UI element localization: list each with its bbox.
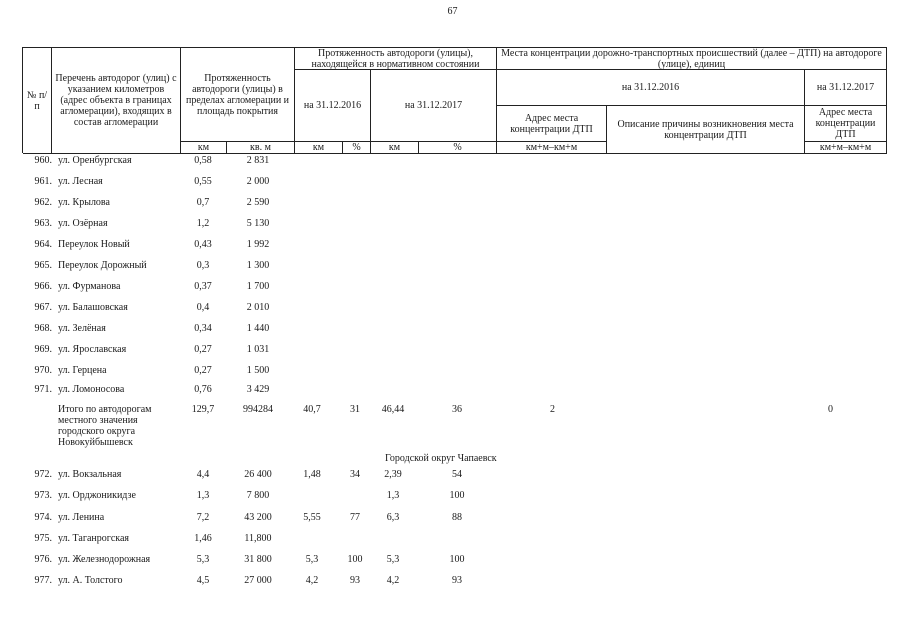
area-sqm: 3 429 [246,384,270,395]
normative-2016-km: 1,48 [303,469,321,480]
length-km: 0,7 [196,197,210,208]
normative-2017-km: 4,2 [386,575,400,586]
section-title: Городской округ Чапаевск [385,453,497,464]
normative-2016-pct: 93 [350,575,360,586]
length-km: 0,27 [194,365,212,376]
length-km: 5,3 [196,554,210,565]
header-normative-2016: на 31.12.2016 [295,70,371,142]
table-row [0,239,905,260]
area-sqm: 11,800 [244,533,272,544]
area-sqm: 2 000 [246,176,270,187]
length-km: 0,58 [194,155,212,166]
normative-2016-pct: 77 [350,512,360,523]
table-row [0,344,905,365]
row-number: 969. [34,344,52,355]
row-number: 964. [34,239,52,250]
normative-2017-km: 6,3 [386,512,400,523]
length-km: 0,34 [194,323,212,334]
length-km: 4,5 [196,575,210,586]
row-number: 968. [34,323,52,334]
total-normative-2017-pct: 36 [452,404,462,415]
normative-2017-pct: 100 [449,490,465,501]
header-dtp-2016-reason: Описание причины возникновения места концентрации ДТП [607,106,805,154]
length-km: 0,76 [194,384,212,395]
row-number: 970. [34,365,52,376]
row-number: 961. [34,176,52,187]
total-dtp-2017: 0 [828,404,833,415]
header-dtp-2017: на 31.12.2017 [805,70,887,106]
area-sqm: 1 500 [246,365,270,376]
length-km: 0,55 [194,176,212,187]
road-name: ул. Орджоникидзе [58,490,136,501]
table-row [0,302,905,323]
normative-2016-km: 5,55 [303,512,321,523]
length-km: 1,46 [194,533,212,544]
header-dtp-2016-unit: км+м–км+м [497,142,607,154]
road-name: ул. Балашовская [58,302,128,313]
area-sqm: 1 300 [246,260,270,271]
total-normative-2017-km: 46,44 [381,404,405,415]
length-km: 1,2 [196,218,210,229]
length-km: 7,2 [196,512,210,523]
total-normative-2016-km: 40,7 [303,404,321,415]
total-dtp-2016: 2 [550,404,555,415]
normative-2017-pct: 88 [452,512,462,523]
header-normative-2016-km: км [295,142,343,154]
road-name: ул. Озёрная [58,218,108,229]
road-name: ул. Лесная [58,176,103,187]
row-number: 976. [34,554,52,565]
header-dtp-2017-unit: км+м–км+м [805,142,887,154]
length-km: 0,27 [194,344,212,355]
row-number: 972. [34,469,52,480]
normative-2016-pct: 100 [347,554,363,565]
table-row [0,155,905,176]
total-label: Итого по автодорогам местного значения городского округа Новокуйбышевск [58,404,152,448]
table-row [0,575,905,596]
road-name: Переулок Новый [58,239,130,250]
road-name: ул. Ленина [58,512,105,523]
length-km: 0,3 [196,260,210,271]
row-number: 974. [34,512,52,523]
table-row [0,176,905,197]
road-name: ул. Железнодорожная [58,554,151,565]
road-name: ул. Ярославская [58,344,127,355]
table-row [0,512,905,533]
table-row [0,260,905,281]
table-row [0,533,905,554]
row-number: 973. [34,490,52,501]
normative-2017-pct: 100 [449,554,465,565]
table-row [0,197,905,218]
area-sqm: 27 000 [244,575,272,586]
length-km: 4,4 [196,469,210,480]
table-row [0,384,905,405]
table-row [0,281,905,302]
total-length-km: 129,7 [191,404,215,415]
area-sqm: 7 800 [246,490,270,501]
total-normative-2016-pct: 31 [350,404,360,415]
table-row [0,365,905,386]
area-sqm: 1 440 [246,323,270,334]
row-number: 975. [34,533,52,544]
page-number: 67 [447,6,458,17]
table-row [0,490,905,511]
table-row [0,218,905,239]
road-name: ул. Таганрогская [58,533,130,544]
header-num: № п/п [23,48,52,154]
row-number: 966. [34,281,52,292]
header-length-km: км [181,142,227,154]
header-normative: Протяженность автодороги (улицы), находящейся в нормативном состоянии [295,48,497,70]
road-name: ул. Ломоносова [58,384,125,395]
road-name: ул. Зелёная [58,323,106,334]
normative-2016-km: 4,2 [305,575,319,586]
area-sqm: 1 700 [246,281,270,292]
header-normative-2016-pct: % [343,142,371,154]
road-name: ул. А. Толстого [58,575,123,586]
header-dtp-2016-address: Адрес места концентрации ДТП [497,106,607,142]
road-name: ул. Крылова [58,197,110,208]
area-sqm: 26 400 [244,469,272,480]
road-name: ул. Оренбургская [58,155,132,166]
normative-2017-km: 2,39 [384,469,402,480]
header-dtp-2016: на 31.12.2016 [497,70,805,106]
table-row [0,469,905,490]
area-sqm: 31 800 [244,554,272,565]
length-km: 0,4 [196,302,210,313]
header-normative-2017-pct: % [419,142,497,154]
area-sqm: 2 590 [246,197,270,208]
row-number: 963. [34,218,52,229]
table-header [22,47,887,153]
area-sqm: 1 992 [246,239,270,250]
row-number: 967. [34,302,52,313]
header-dtp: Места концентрации дорожно-транспортных происшествий (далее – ДТП) на автодороге (улице), единиц [497,48,887,70]
table-row [0,323,905,344]
road-name: ул. Вокзальная [58,469,122,480]
normative-2017-pct: 54 [452,469,462,480]
header-road-list: Перечень автодорог (улиц) с указанием километров (адрес объекта в границах агломерации), входящих в состав агломерации [52,48,181,154]
area-sqm: 1 031 [246,344,270,355]
road-name: Переулок Дорожный [58,260,147,271]
row-number: 962. [34,197,52,208]
normative-2017-km: 5,3 [386,554,400,565]
header-dtp-2017-address: Адрес места концентрации ДТП [805,106,887,142]
normative-2017-km: 1,3 [386,490,400,501]
total-area-sqm: 994284 [243,404,273,415]
normative-2016-km: 5,3 [305,554,319,565]
road-name: ул. Фурманова [58,281,121,292]
road-name: ул. Герцена [58,365,107,376]
normative-2017-pct: 93 [452,575,462,586]
row-number: 965. [34,260,52,271]
row-number: 977. [34,575,52,586]
normative-2016-pct: 34 [350,469,360,480]
header-length: Протяженность автодороги (улицы) в пределах агломерации и площадь покрытия [181,48,295,142]
header-length-sqm: кв. м [227,142,295,154]
area-sqm: 5 130 [246,218,270,229]
area-sqm: 2 010 [246,302,270,313]
row-number: 960. [34,155,52,166]
area-sqm: 2 831 [246,155,270,166]
length-km: 0,37 [194,281,212,292]
length-km: 1,3 [196,490,210,501]
table-row [0,554,905,575]
header-normative-2017: на 31.12.2017 [371,70,497,142]
area-sqm: 43 200 [244,512,272,523]
length-km: 0,43 [194,239,212,250]
header-normative-2017-km: км [371,142,419,154]
row-number: 971. [34,384,52,395]
